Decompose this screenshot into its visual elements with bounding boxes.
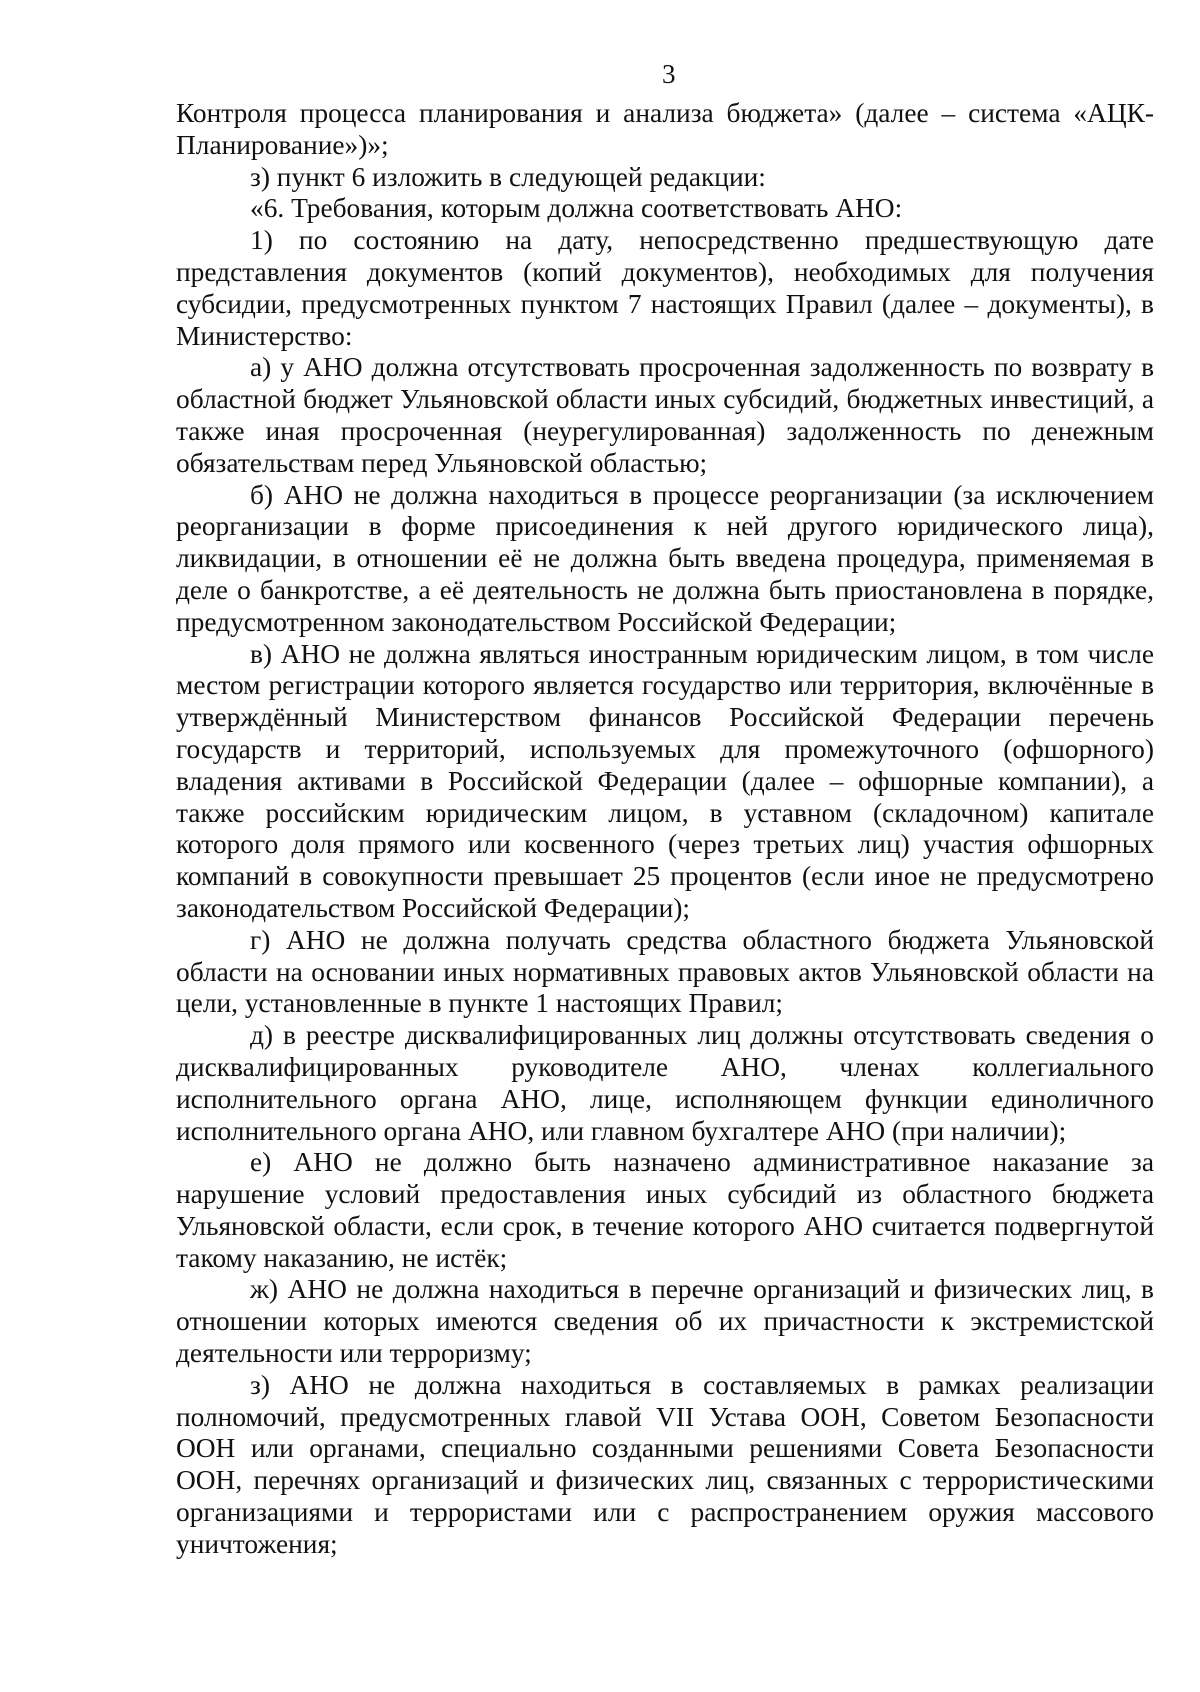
- paragraph-subitem-v: в) АНО не должна являться иностранным юридическим лицом, в том числе местом регистрации которого является государство или территория, включённые в утверждённый Министерством финансов Российской Федерации перечень государств и территорий, используемых для промежуточного (офшорного) владения активами в Российской Федерации (далее – офшорные компании), а также российским юридическим лицом, в уставном (складочном) капитале которого доля прямого или косвенного (через третьих лиц) участия офшорных компаний в совокупности превышает 25 процентов (если иное не предусмотрено законодательством Российской Федерации);: [176, 638, 1154, 923]
- document-body: [176, 98, 1154, 1561]
- paragraph-subitem-z: з) АНО не должна находиться в составляемых в рамках реализации полномочий, предусмотренных главой VII Устава ООН, Советом Безопасности ООН или органами, специально созданными решениями Совета Безопасности ООН, перечнях организаций и физических лиц, связанных с террористическими организациями и террористами или с распространением оружия массового уничтожения;: [176, 1369, 1154, 1559]
- paragraph-subitem-a: а) у АНО должна отсутствовать просроченная задолженность по возврату в областной бюджет Ульяновской области иных субсидий, бюджетных инвестиций, а также иная просроченная (неурегулированная) задолженность по денежным обязательствам перед Ульяновской областью;: [176, 352, 1154, 478]
- paragraph-continuation: Контроля процесса планирования и анализа бюджета» (далее – система «АЦК-Планирование»)»;: [176, 98, 1154, 160]
- paragraph-subitem-e: е) АНО не должно быть назначено административное наказание за нарушение условий предоставления иных субсидий из областного бюджета Ульяновской области, если срок, в течение которого АНО считается подвергнутой такому наказанию, не истёк;: [176, 1147, 1154, 1273]
- paragraph-subitem-g: г) АНО не должна получать средства областного бюджета Ульяновской области на основании иных нормативных правовых актов Ульяновской области на цели, установленные в пункте 1 настоящих Правил;: [176, 924, 1154, 1019]
- paragraph-subitem-b: б) АНО не должна находиться в процессе реорганизации (за исключением реорганизации в форме присоединения к ней другого юридического лица), ликвидации, в отношении её не должна быть введена процедура, применяемая в деле о банкротстве, а её деятельность не должна быть приостановлена в порядке, предусмотренном законодательством Российской Федерации;: [176, 479, 1154, 637]
- paragraph-subitem-1: 1) по состоянию на дату, непосредственно предшествующую дате представления документов (копий документов), необходимых для получения субсидии, предусмотренных пунктом 7 настоящих Правил (далее – документы), в Министерство:: [176, 225, 1154, 351]
- paragraph-subitem-d: д) в реестре дисквалифицированных лиц должны отсутствовать сведения о дисквалифицированных руководителе АНО, членах коллегиального исполнительного органа АНО, лице, исполняющем функции единоличного исполнительного органа АНО, или главном бухгалтере АНО (при наличии);: [176, 1020, 1154, 1146]
- paragraph-subitem-zh: ж) АНО не должна находиться в перечне организаций и физических лиц, в отношении которых имеются сведения об их причастности к экстремистской деятельности или терроризму;: [176, 1274, 1154, 1369]
- page-number: 3: [662, 59, 676, 89]
- paragraph-item-6-heading: «6. Требования, которым должна соответствовать АНО:: [250, 193, 903, 224]
- paragraph-item-z-amendment: з) пункт 6 изложить в следующей редакции:: [250, 161, 766, 192]
